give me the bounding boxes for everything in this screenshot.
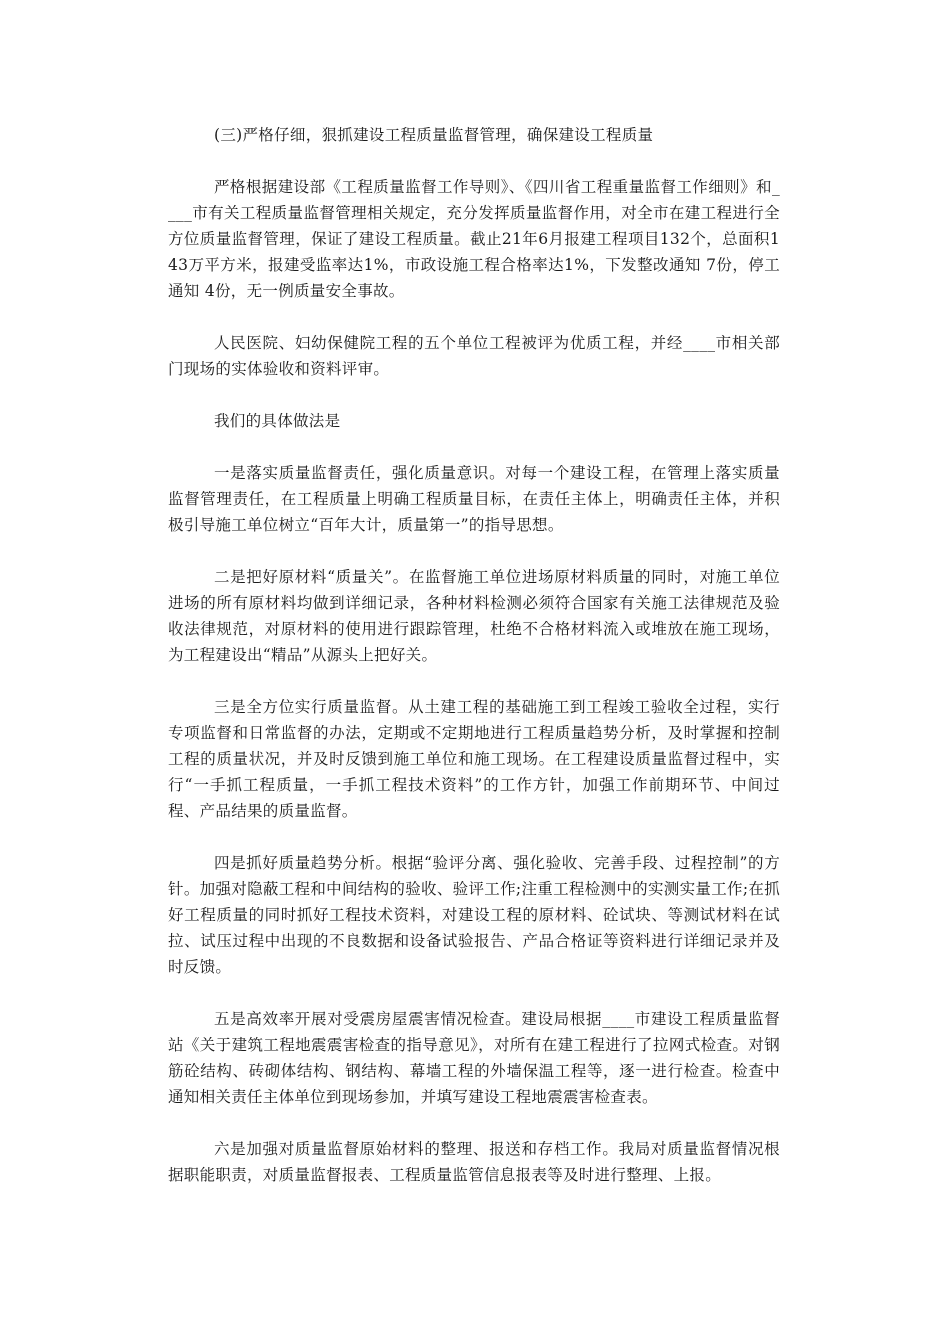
paragraph-method-5: 五是高效率开展对受震房屋震害情况检查。建设局根据____市建设工程质量监督站《关于建筑工程地震震害检查的指导意见》，对所有在建工程进行了拉网式检查。对钢筋砼结构、砖砌体结构、钢结构、幕墙工程的外墙保温工程等，逐一进行检查。检查中通知相关责任主体单位到现场参加，并填写建设工程地震震害检查表。: [168, 1010, 780, 1106]
paragraph-method-6: 六是加强对质量监督原始材料的整理、报送和存档工作。我局对质量监督情况根据职能职责，对质量监督报表、工程质量监管信息报表等及时进行整理、上报。: [168, 1140, 780, 1184]
paragraph-quality-projects: 人民医院、妇幼保健院工程的五个单位工程被评为优质工程，并经____市相关部门现场的实体验收和资料评审。: [168, 334, 780, 378]
paragraph-method-3: 三是全方位实行质量监督。从土建工程的基础施工到工程竣工验收全过程，实行专项监督和日常监督的办法，定期或不定期地进行工程质量趋势分析，及时掌握和控制工程的质量状况，并及时反馈到施工单位和施工现场。在工程建设质量监督过程中，实行“一手抓工程质量，一手抓工程技术资料”的工作方针，加强工作前期环节、中间过程、产品结果的质量监督。: [168, 698, 780, 820]
paragraph-methods-intro: 我们的具体做法是: [214, 412, 341, 430]
document-body: [168, 122, 780, 1214]
paragraph-method-1: 一是落实质量监督责任，强化质量意识。对每一个建设工程，在管理上落实质量监督管理责任，在工程质量上明确工程质量目标，在责任主体上，明确责任主体，并积极引导施工单位树立“百年大计，质量第一”的指导思想。: [168, 464, 780, 534]
paragraph-method-4: 四是抓好质量趋势分析。根据“验评分离、强化验收、完善手段、过程控制”的方针。加强对隐蔽工程和中间结构的验收、验评工作;注重工程检测中的实测实量工作;在抓好工程质量的同时抓好工程技术资料，对建设工程的原材料、砼试块、等测试材料在试拉、试压过程中出现的不良数据和设备试验报告、产品合格证等资料进行详细记录并及时反馈。: [168, 854, 780, 976]
section-heading: (三)严格仔细，狠抓建设工程质量监督管理，确保建设工程质量: [214, 126, 654, 144]
paragraph-method-2: 二是把好原材料“质量关”。在监督施工单位进场原材料质量的同时，对施工单位进场的所有原材料均做到详细记录，各种材料检测必须符合国家有关施工法律规范及验收法律规范，对原材料的使用进行跟踪管理，杜绝不合格材料流入或堆放在施工现场，为工程建设出“精品”从源头上把好关。: [168, 568, 780, 664]
paragraph-supervision-overview: 严格根据建设部《工程质量监督工作导则》、《四川省工程重量监督工作细则》和____市有关工程质量监督管理相关规定，充分发挥质量监督作用，对全市在建工程进行全方位质量监督管理，保证了建设工程质量。截止21年6月报建工程项目132个，总面积143万平方米，报建受监率达1%，市政设施工程合格率达1%，下发整改通知 7份，停工通知 4份，无一例质量安全事故。: [168, 178, 780, 300]
